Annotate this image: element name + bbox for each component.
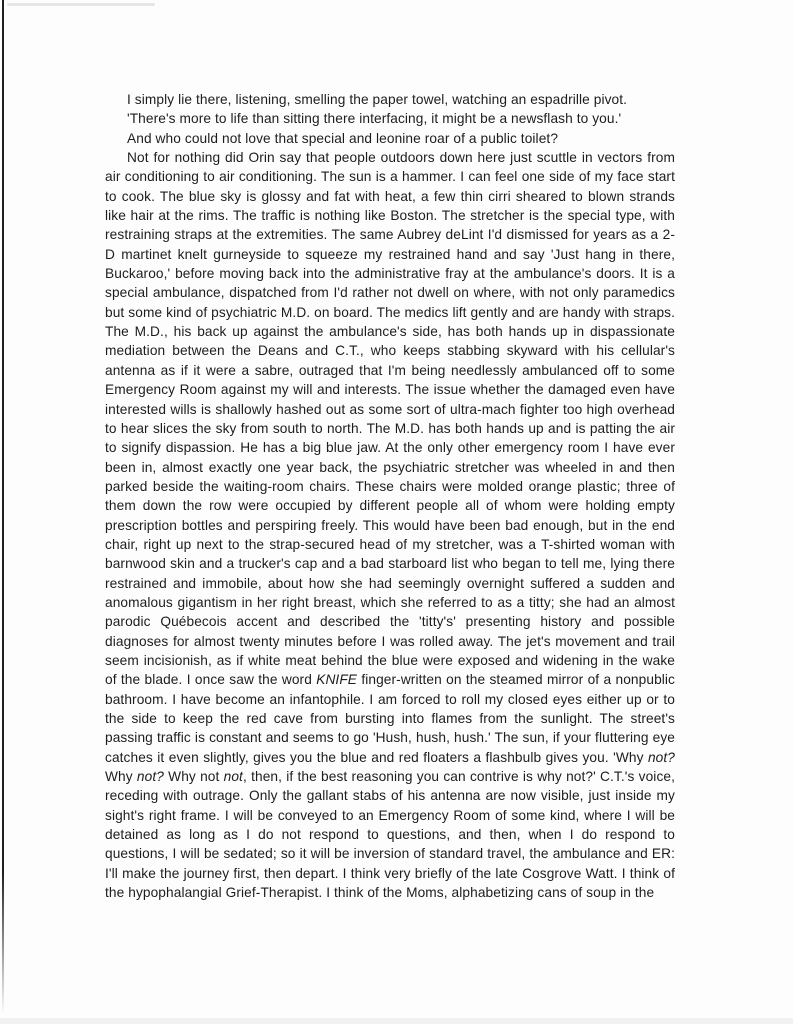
text-segment: finger-written on the steamed mirror of a nonpublic bathroom. I have become an infantophile. I am forced to roll my closed eyes either up or to the side to keep the red cave from bursting into flames from the sunlight. The street's passing traffic is constant and seems to go 'Hush, hush, hush.' The sun, if your fluttering eye catches it even slightly, gives you the blue and red floaters a flashbulb gives you. 'Why xyxy=(105,672,676,765)
scan-artifact-left-edge-line xyxy=(2,0,4,1014)
paragraph-opening-3 xyxy=(105,129,675,148)
paragraph-main xyxy=(105,148,675,902)
text-segment: Why not xyxy=(163,769,224,785)
paragraph-opening-1 xyxy=(105,90,675,109)
paragraph-opening-2 xyxy=(105,109,675,128)
italic-text-segment: KNIFE xyxy=(316,672,358,688)
text-segment: And who could not love that special and leonine roar of a public toilet? xyxy=(127,130,559,146)
scan-artifact-top-streak xyxy=(7,3,155,6)
text-segment: , then, if the best reasoning you can contrive is why not?' C.T.'s voice, receding with outrage. Only the gallant stabs of his antenna are now visible, just inside my sight's right frame. I will be conveyed to an Emergency Room of some kind, where I will be detained as long as I do not respond to questions, and then, when I do respond to questions, I will be sedated; so it will be inversion of standard travel, the ambulance and ER: I'll make the journey first, then depart. I think very briefly of the late Cosgrove Watt. I think of the hypophalangial Grief-Therapist. I think of the Moms, alphabetizing cans of soup in the xyxy=(105,769,676,901)
text-segment: I simply lie there, listening, smelling the paper towel, watching an espadrille pivot. xyxy=(127,92,628,107)
italic-text-segment: not? xyxy=(647,749,675,765)
scan-artifact-bottom-band xyxy=(0,1018,793,1024)
italic-text-segment: not xyxy=(223,769,243,785)
italic-text-segment: not? xyxy=(136,769,164,785)
text-segment: 'There's more to life than sitting there interfacing, it might be a newsflash to you.' xyxy=(127,111,622,127)
text-segment: Why xyxy=(105,769,137,785)
text-segment: Not for nothing did Orin say that people outdoors down here just scuttle in vectors from air conditioning to air conditioning. The sun is a hammer. I can feel one side of my face start to cook. The blue sky is glossy and fat with heat, a few thin cirri sheared to blown strands like hair at the rims. The traffic is nothing like Boston. The stretcher is the special type, with restraining straps at the extremities. The same Aubrey deLint I'd dismissed for years as a 2-D martinet knelt gurneyside to squeeze my restrained hand and say 'Just hang in there, Buckaroo,' before moving back into the administrative fray at the ambulance's doors. It is a special ambulance, dispatched from I'd rather not dwell on where, with not only paramedics but some kind of psychiatric M.D. on board. The medics lift gently and are handy with straps. The M.D., his back up against the ambulance's side, has both hands up in dispassionate mediation between the Deans and C.T., who keeps stabbing skyward with his cellular's antenna as if it were a sabre, outraged that I'm being needlessly ambulanced off to some Emergency Room against my will and interests. The issue whether the damaged even have interested wills is shallowly hashed out as some sort of ultra-mach fighter too high overhead to hear slices the sky from south to north. The M.D. has both hands up and is patting the air to signify dispassion. He has a big blue jaw. At the only other emergency room I have ever been in, almost exactly one year back, the psychiatric stretcher was wheeled in and then parked beside the waiting-room chairs. These chairs were molded orange plastic; three of them down the row were occupied by different people all of whom were holding empty prescription bottles and perspiring freely. This would have been bad enough, but in the end chair, right up next to the strap-secured head of my stretcher, was a T-shirted woman with barnwood skin and a trucker's cap and a bad starboard list who began to tell me, lying there restrained and immobile, about how she had seemingly overnight suffered a sudden and anomalous gigantism in her right breast, which she referred to as a titty; she had an almost parodic Québecois accent and described the 'titty's' presenting history and possible diagnoses for almost twenty minutes before I was rolled away. The jet's movement and trail seem incisionish, as if white meat behind the blue were exposed and widening in the wake of the blade. I once saw the word xyxy=(105,150,675,688)
page-text-block xyxy=(105,90,675,902)
